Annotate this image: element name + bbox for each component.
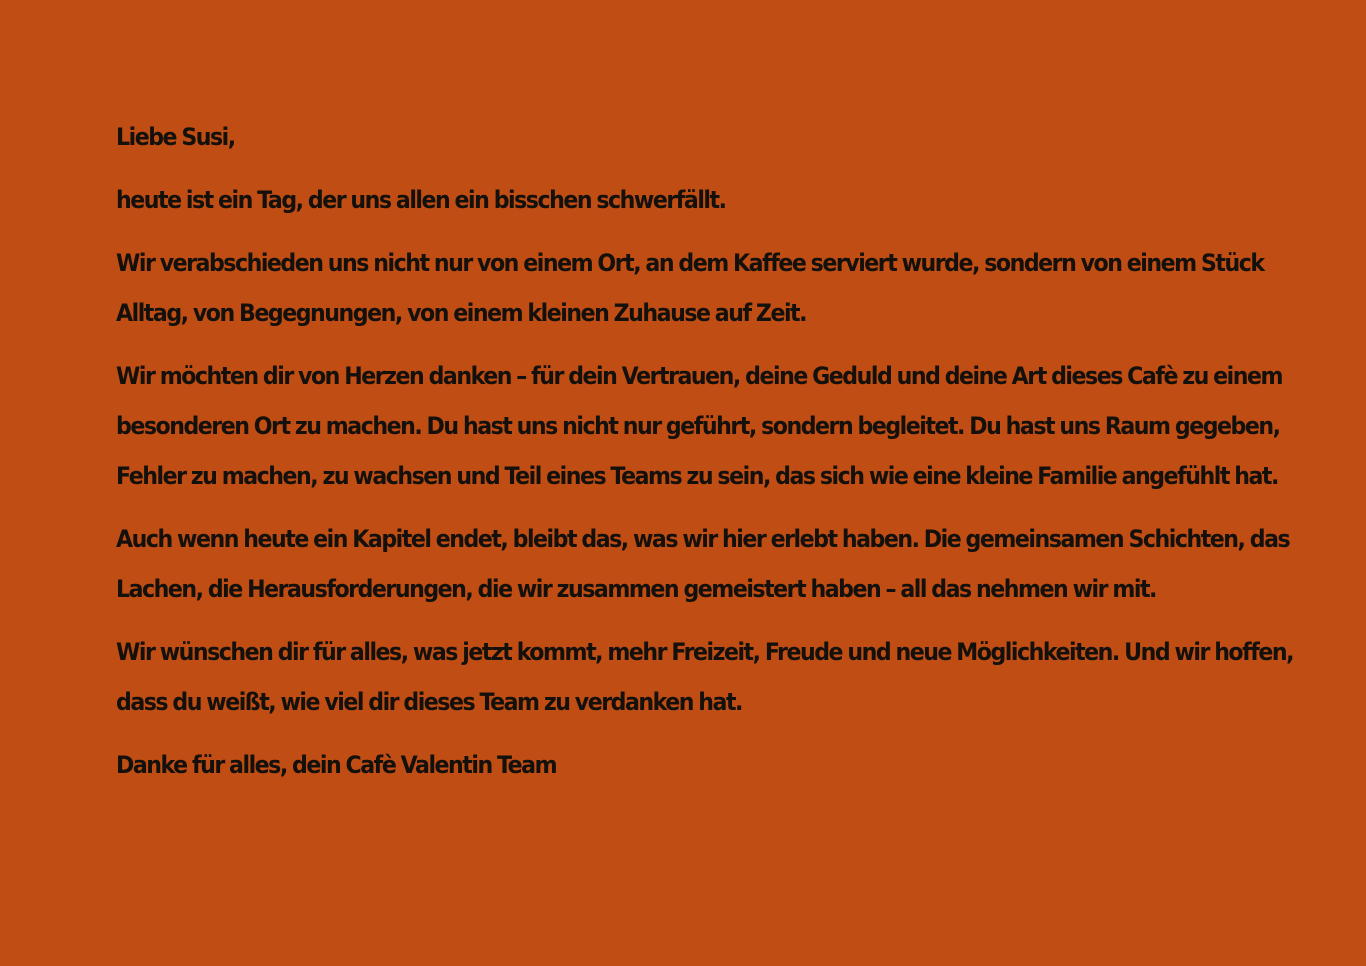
paragraph-4 <box>116 514 1290 614</box>
letter-body <box>116 112 1294 803</box>
paragraph-4-line-2: Lachen, die Herausforderungen, die wir zusammen gemeistert haben – all das nehmen wir mit. <box>116 575 1156 603</box>
paragraph-5-line-2: dass du weißt, wie viel dir dieses Team zu verdanken hat. <box>116 688 742 716</box>
paragraph-1 <box>116 175 1277 225</box>
paragraph-5 <box>116 627 1294 727</box>
paragraph-4-line-1: Auch wenn heute ein Kapitel endet, bleibt das, was wir hier erlebt haben. Die gemeinsamen Schichten, das <box>116 525 1290 553</box>
closing-line: Danke für alles, dein Cafè Valentin Team <box>116 751 557 779</box>
paragraph-2-line-2: Alltag, von Begegnungen, von einem kleinen Zuhause auf Zeit. <box>116 299 807 327</box>
salutation <box>116 112 1277 162</box>
paragraph-3-line-1: Wir möchten dir von Herzen danken – für dein Vertrauen, deine Geduld und deine Art dieses Cafè zu einem <box>116 362 1283 390</box>
paragraph-3-line-2: besonderen Ort zu machen. Du hast uns nicht nur geführt, sondern begleitet. Du hast uns Raum gegeben, <box>116 412 1280 440</box>
paragraph-5-line-1: Wir wünschen dir für alles, was jetzt kommt, mehr Freizeit, Freude und neue Möglichkeiten. Und wir hoffen, <box>116 638 1294 666</box>
paragraph-2-line-1: Wir verabschieden uns nicht nur von einem Ort, an dem Kaffee serviert wurde, sondern von einem Stück <box>116 249 1264 277</box>
paragraph-1-line-1: heute ist ein Tag, der uns allen ein bisschen schwerfällt. <box>116 186 726 214</box>
salutation-line: Liebe Susi, <box>116 123 235 151</box>
paragraph-2 <box>116 238 1277 338</box>
paragraph-3 <box>116 351 1283 501</box>
paragraph-3-line-3: Fehler zu machen, zu wachsen und Teil eines Teams zu sein, das sich wie eine kleine Familie angefühlt hat. <box>116 462 1278 490</box>
closing <box>116 740 1277 790</box>
